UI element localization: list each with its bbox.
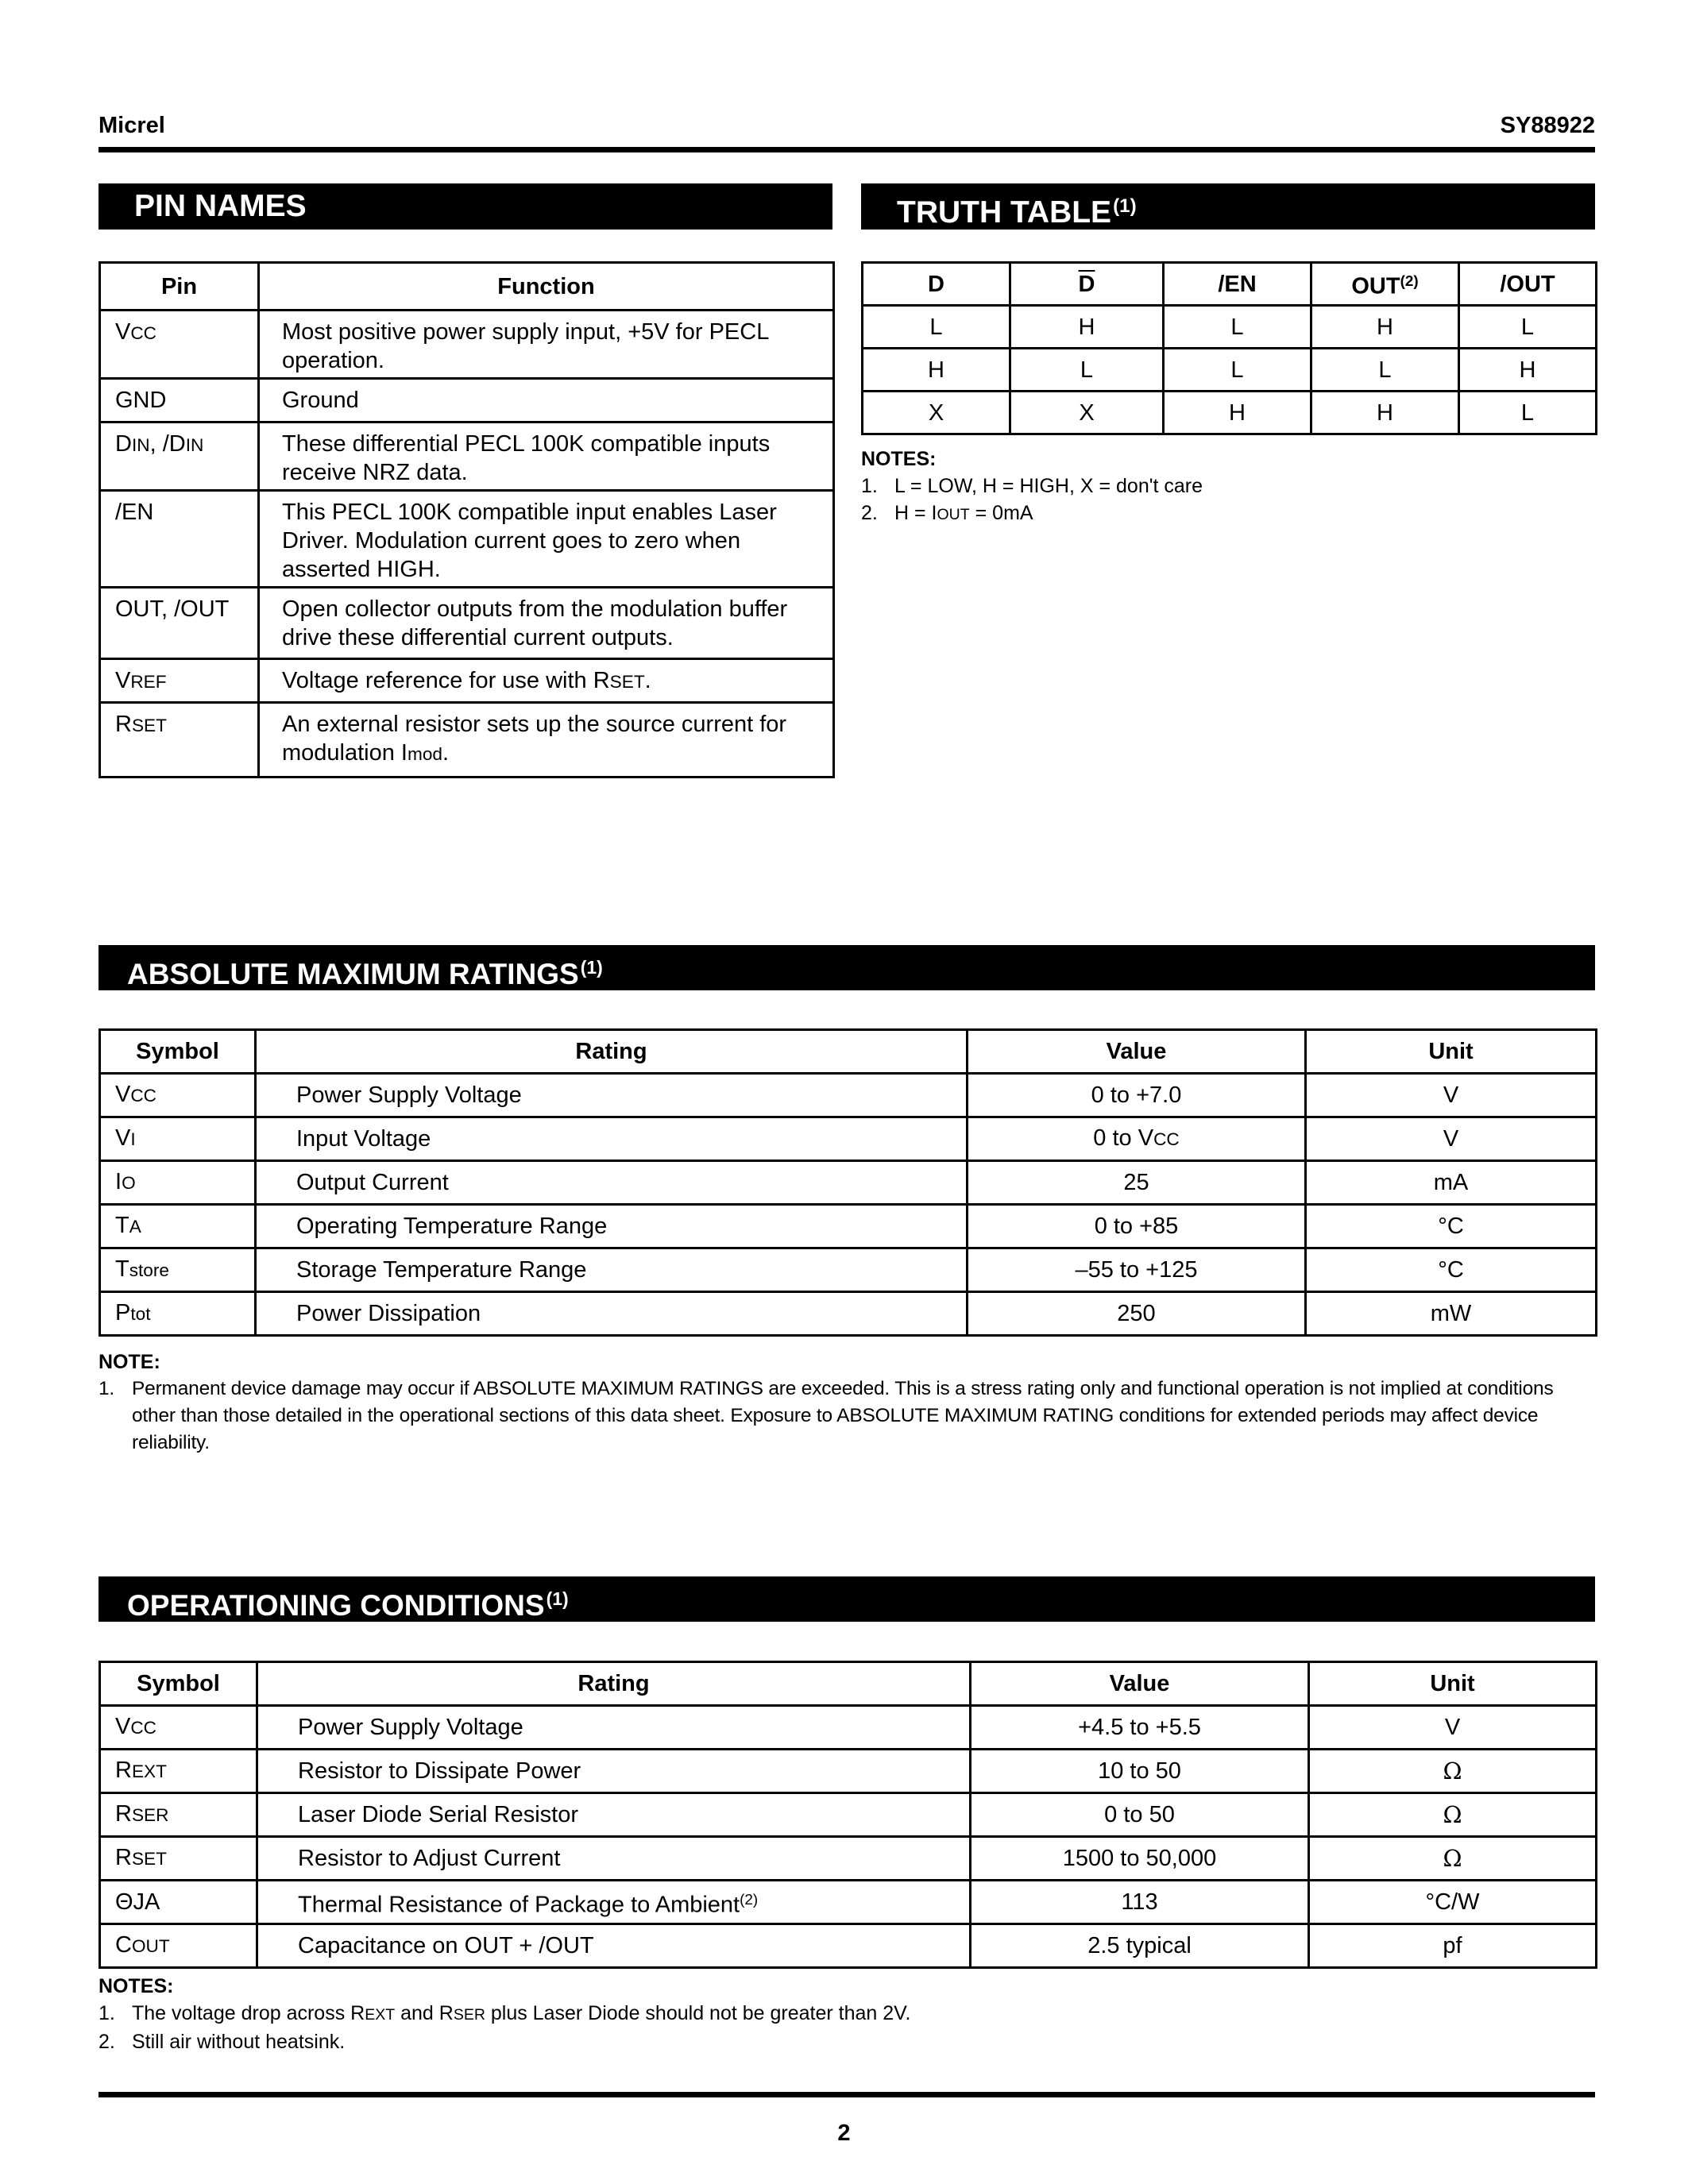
truth-cell: L [1311, 349, 1459, 392]
unit-cell: V [1309, 1706, 1597, 1750]
truth-cell: L [1164, 306, 1311, 349]
abs-max-notes [98, 1349, 1595, 1457]
rating-cell: Power Supply Voltage [256, 1074, 968, 1117]
value-col-header: Value [968, 1030, 1306, 1074]
col-header-out [1311, 263, 1459, 306]
rating-cell: Power Dissipation [256, 1292, 968, 1336]
pin-cell: OUT, /OUT [100, 588, 259, 659]
notes-title: NOTES: [861, 448, 937, 470]
function-cell: Voltage reference for use with RSET. [259, 659, 834, 703]
rating-col-header: Rating [257, 1662, 971, 1706]
value-cell: +4.5 to +5.5 [971, 1706, 1309, 1750]
value-cell: 10 to 50 [971, 1750, 1309, 1793]
unit-col-header: Unit [1309, 1662, 1597, 1706]
truth-cell: H [863, 349, 1010, 392]
pin-cell: DIN, /DIN [100, 423, 259, 491]
truth-cell: H [1010, 306, 1164, 349]
pin-cell: VREF [100, 659, 259, 703]
pin-cell: VCC [100, 311, 259, 379]
theta-sup: (2) [740, 1890, 759, 1908]
col-header-out-bar: /OUT [1459, 263, 1597, 306]
note-item: 1. Permanent device damage may occur if ABSOLUTE MAXIMUM RATINGS are exceeded. This is a stress rating only and functional operation is not implied at conditions other than those detailed in the operational sections of this data sheet. Exposure to ABSOLUTE MAXIMUM RATING conditions for extended periods may affect device reliability. [98, 1378, 1554, 1453]
truth-table-title-bar [861, 183, 1595, 230]
op-cond-title: OPERATIONING CONDITIONS [127, 1588, 545, 1622]
unit-cell: Ω [1309, 1837, 1597, 1881]
part-number: SY88922 [1500, 113, 1595, 138]
rating-col-header: Rating [256, 1030, 968, 1074]
rating-cell: Laser Diode Serial Resistor [257, 1793, 971, 1837]
notes-title: NOTES: [98, 1975, 174, 1997]
abs-max-title: ABSOLUTE MAXIMUM RATINGS [127, 957, 579, 990]
note-item: 2. Still air without heatsink. [98, 2031, 346, 2053]
function-cell: Ground [259, 379, 834, 423]
note-item: 1. L = LOW, H = HIGH, X = don't care [861, 475, 1203, 497]
rating-cell: Operating Temperature Range [256, 1205, 968, 1248]
op-cond-title-sup: (1) [546, 1588, 569, 1609]
rating-cell: Storage Temperature Range [256, 1248, 968, 1292]
pin-names-title-bar [98, 183, 832, 230]
value-cell: 250 [968, 1292, 1306, 1336]
symbol-cell: RSER [100, 1793, 257, 1837]
pin-cell: /EN [100, 491, 259, 588]
abs-max-title-sup: (1) [580, 957, 603, 978]
truth-cell: L [1459, 306, 1597, 349]
symbol-col-header: Symbol [100, 1030, 256, 1074]
rating-cell: Input Voltage [256, 1117, 968, 1161]
symbol-cell: IO [100, 1161, 256, 1205]
symbol-cell: RSET [100, 1837, 257, 1881]
footer-rule [98, 2092, 1595, 2097]
symbol-cell: VCC [100, 1074, 256, 1117]
truth-cell: H [1164, 392, 1311, 434]
unit-cell: mA [1306, 1161, 1597, 1205]
pin-names-table [98, 261, 835, 778]
symbol-cell: Ptot [100, 1292, 256, 1336]
d-bar-label: $\overline{D}$ [1078, 271, 1095, 297]
col-header-d-bar [1010, 263, 1164, 306]
note-item: 2. H = IOUT = 0mA [861, 502, 1033, 524]
function-col-header: Function [259, 263, 834, 311]
brand-name: Micrel [98, 113, 165, 138]
unit-cell: Ω [1309, 1750, 1597, 1793]
truth-cell: L [1010, 349, 1164, 392]
rating-cell: Resistor to Dissipate Power [257, 1750, 971, 1793]
unit-cell: °C/W [1309, 1881, 1597, 1924]
value-cell: 25 [968, 1161, 1306, 1205]
truth-cell: L [1459, 392, 1597, 434]
op-cond-title-bar [98, 1576, 1595, 1622]
rating-cell: Output Current [256, 1161, 968, 1205]
rating-cell: Thermal Resistance of Package to Ambient$^{(2)}$ [257, 1881, 971, 1924]
truth-cell: H [1311, 306, 1459, 349]
rating-cell: Power Supply Voltage [257, 1706, 971, 1750]
truth-cell: L [1164, 349, 1311, 392]
function-cell: An external resistor sets up the source current for modulation Imod. [259, 703, 834, 778]
value-cell: 0 to +85 [968, 1205, 1306, 1248]
col-header-en: /EN [1164, 263, 1311, 306]
value-cell: 0 to +7.0 [968, 1074, 1306, 1117]
unit-cell: V [1306, 1074, 1597, 1117]
symbol-cell: REXT [100, 1750, 257, 1793]
function-cell: These differential PECL 100K compatible inputs receive NRZ data. [259, 423, 834, 491]
unit-cell: V [1306, 1117, 1597, 1161]
note-item: 1. The voltage drop across REXT and RSER plus Laser Diode should not be greater than 2V. [98, 2002, 911, 2024]
out-sup: (2) [1400, 272, 1419, 290]
function-cell: Most positive power supply input, +5V for PECL operation. [259, 311, 834, 379]
rating-cell: Resistor to Adjust Current [257, 1837, 971, 1881]
symbol-cell: VCC [100, 1706, 257, 1750]
unit-cell: °C [1306, 1205, 1597, 1248]
pin-col-header: Pin [100, 263, 259, 311]
symbol-cell: COUT [100, 1924, 257, 1968]
pin-cell: RSET [100, 703, 259, 778]
unit-cell: mW [1306, 1292, 1597, 1336]
value-col-header: Value [971, 1662, 1309, 1706]
truth-cell: H [1311, 392, 1459, 434]
truth-cell: X [1010, 392, 1164, 434]
symbol-cell: ΘJA [100, 1881, 257, 1924]
symbol-cell: TA [100, 1205, 256, 1248]
truth-table-title: TRUTH TABLE [897, 195, 1112, 230]
abs-max-title-bar [98, 945, 1595, 990]
value-cell: 113 [971, 1881, 1309, 1924]
page-number: 2 [837, 2120, 851, 2146]
header-rule [98, 147, 1595, 152]
out-label: OUT [1351, 273, 1400, 299]
symbol-cell: VI [100, 1117, 256, 1161]
truth-table [861, 261, 1597, 435]
col-header-d: D [863, 263, 1010, 306]
value-cell: 1500 to 50,000 [971, 1837, 1309, 1881]
unit-cell: pf [1309, 1924, 1597, 1968]
symbol-col-header: Symbol [100, 1662, 257, 1706]
unit-cell: Ω [1309, 1793, 1597, 1837]
value-cell: –55 to +125 [968, 1248, 1306, 1292]
unit-cell: °C [1306, 1248, 1597, 1292]
rating-cell: Capacitance on OUT + /OUT [257, 1924, 971, 1968]
op-cond-table [98, 1661, 1597, 1969]
value-cell: 0 to VCC [968, 1117, 1306, 1161]
truth-cell: H [1459, 349, 1597, 392]
note-title: NOTE: [98, 1351, 160, 1373]
symbol-cell: Tstore [100, 1248, 256, 1292]
truth-cell: L [863, 306, 1010, 349]
pin-cell: GND [100, 379, 259, 423]
abs-max-table [98, 1028, 1597, 1337]
pin-names-title: PIN NAMES [134, 189, 307, 223]
truth-table-notes [861, 446, 1595, 528]
value-cell: 0 to 50 [971, 1793, 1309, 1837]
value-cell: 2.5 typical [971, 1924, 1309, 1968]
function-cell: This PECL 100K compatible input enables Laser Driver. Modulation current goes to zero when asserted HIGH. [259, 491, 834, 588]
truth-table-title-sup: (1) [1113, 195, 1137, 217]
unit-col-header: Unit [1306, 1030, 1597, 1074]
truth-cell: X [863, 392, 1010, 434]
function-cell: Open collector outputs from the modulation buffer drive these differential current outputs. [259, 588, 834, 659]
op-cond-notes [98, 1973, 1595, 2055]
